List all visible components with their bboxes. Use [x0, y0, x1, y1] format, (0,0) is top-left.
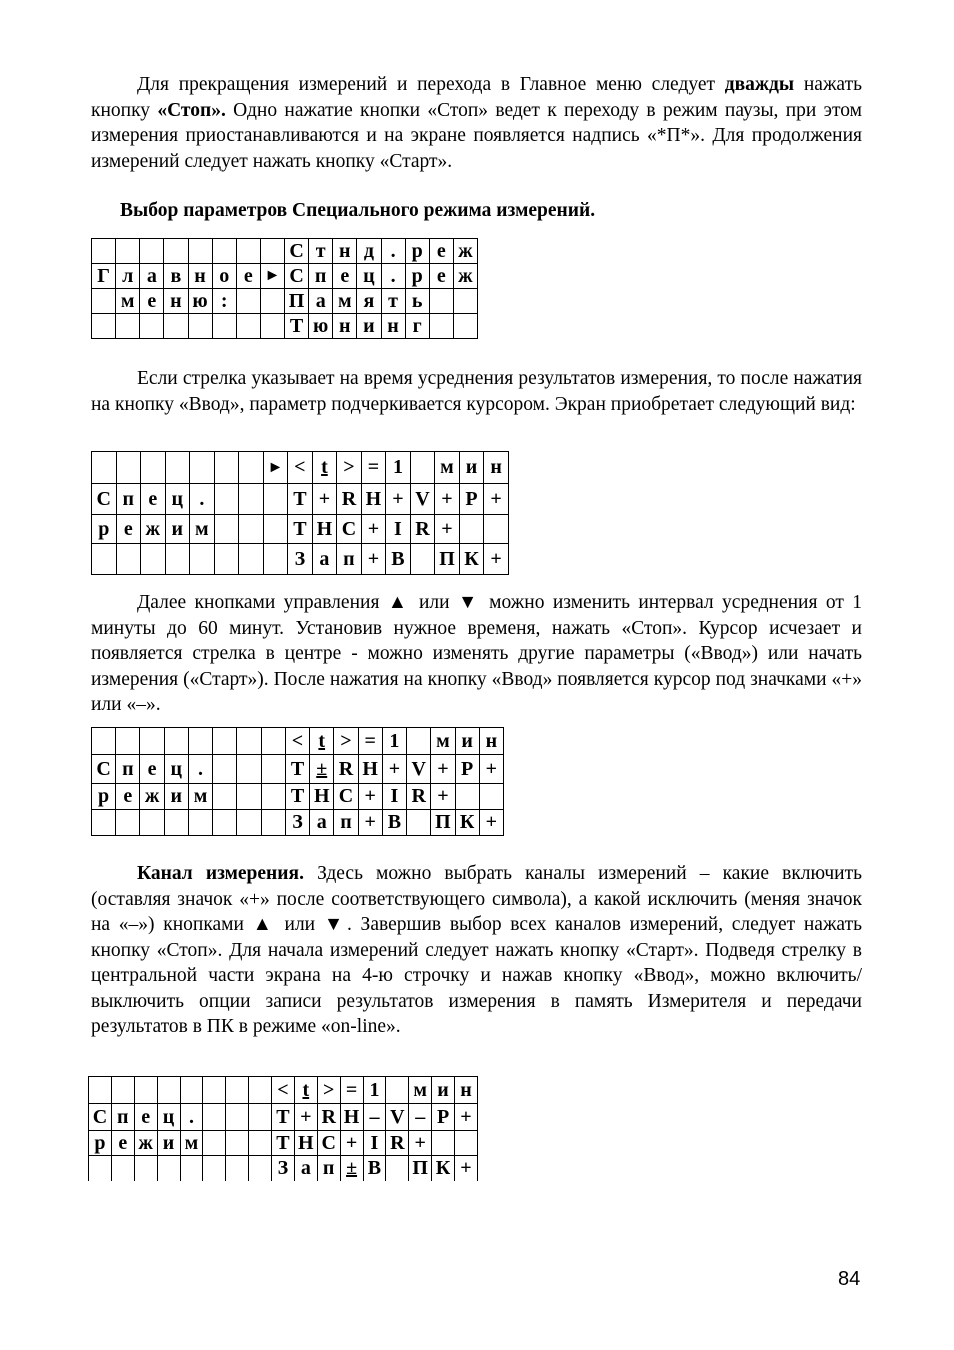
lcd-cell: I: [363, 1131, 386, 1156]
lcd-cell: [239, 484, 264, 515]
lcd-cell: К: [455, 810, 479, 836]
lcd-cell: [203, 1156, 226, 1181]
lcd-cell: н: [164, 289, 188, 314]
lcd-cell: [249, 1156, 272, 1181]
lcd-cell: [140, 728, 164, 755]
lcd-cell: <: [288, 452, 313, 484]
lcd-row: [92, 810, 504, 836]
lcd-cell: :: [212, 289, 236, 314]
lcd-cell: [212, 239, 236, 264]
lcd-cell: +: [484, 544, 509, 575]
lcd-cell: П: [435, 544, 460, 575]
lcd-cell: [213, 728, 237, 755]
lcd-cell: .: [190, 484, 215, 515]
lcd-cell: [203, 1131, 226, 1156]
lcd-cell: н: [484, 452, 509, 484]
lcd-cell: м: [431, 728, 455, 755]
lcd-cell: +: [382, 755, 406, 784]
lcd-cell: [249, 1104, 272, 1131]
paragraph-measurement-channel: Канал измерения. Здесь можно выбрать каналы измерений – какие включить (оставляя значок «+» после соответствующего символа), а какой исключить (меняя значок на «–») кнопками ▲ или ▼. Завершив выбор всех каналов измерений, следует нажать кнопку «Стоп». Для начала измерений следует нажать кнопку «Старт». Подведя стрелку в центральной части экрана на 4-ю строчку и нажав кнопку «Ввод», можно включить/выключить опции записи результатов измерения в память Измерителя и передачи результатов в ПК в режиме «on-line».: [91, 863, 863, 1037]
lcd-cell: З: [272, 1156, 295, 1181]
lcd-cell: >: [334, 728, 358, 755]
lcd-cell: С: [334, 784, 358, 810]
lcd-cell: [190, 544, 215, 575]
lcd-cell: П: [409, 1156, 432, 1181]
lcd-cell: =: [340, 1077, 363, 1104]
lcd-cell: [455, 784, 479, 810]
lcd-cell: [116, 810, 140, 836]
lcd-cell: =: [358, 728, 382, 755]
lcd-cell: I: [382, 784, 406, 810]
lcd-cell: [89, 1077, 112, 1104]
lcd-cell: а: [294, 1156, 317, 1181]
lcd-cell: +: [312, 484, 337, 515]
lcd-cell: и: [157, 1131, 180, 1156]
lcd-cell: +: [294, 1104, 317, 1131]
lcd-cell: [214, 484, 239, 515]
lcd-cell: ц: [357, 264, 381, 289]
lcd-cell: [180, 1156, 203, 1181]
lcd-cell: [386, 1156, 409, 1181]
lcd-row: [92, 452, 509, 484]
lcd-cell: и: [165, 515, 190, 544]
lcd-cell: +: [479, 810, 503, 836]
lcd-cell: [261, 755, 285, 784]
lcd-cell: +: [361, 515, 386, 544]
lcd-cell: т: [381, 289, 405, 314]
lcd-cell: [249, 1077, 272, 1104]
lcd-cell: [260, 239, 284, 264]
lcd-cell: р: [405, 264, 429, 289]
lcd-cell: [188, 728, 212, 755]
lcd-cell: [249, 1131, 272, 1156]
lcd-cell: [479, 784, 503, 810]
page-number: 84: [838, 1268, 861, 1290]
lcd-cell: [203, 1077, 226, 1104]
lcd-cell: V: [410, 484, 435, 515]
lcd-cell: ю: [188, 289, 212, 314]
lcd-cell: [410, 544, 435, 575]
lcd-cell: [214, 544, 239, 575]
lcd-cell: г: [405, 314, 429, 339]
lcd-cell: [429, 289, 453, 314]
lcd-cell: [134, 1077, 157, 1104]
lcd-cell: н: [479, 728, 503, 755]
lcd-cell: З: [288, 544, 313, 575]
lcd-cell: ж: [140, 784, 164, 810]
lcd-cell: П: [285, 289, 309, 314]
lcd-row: [92, 289, 478, 314]
lcd-screen-channel-selection: [88, 1076, 478, 1181]
lcd-cell: л: [116, 264, 140, 289]
lcd-cell: [111, 1077, 134, 1104]
lcd-row: [92, 484, 509, 515]
lcd-cell: [116, 728, 140, 755]
lcd-cell: R: [386, 1131, 409, 1156]
lcd-cell: [214, 452, 239, 484]
lcd-cell: н: [455, 1077, 478, 1104]
lcd-cell: е: [134, 1104, 157, 1131]
lcd-cell: е: [236, 264, 260, 289]
lcd-cell: [116, 239, 140, 264]
lcd-cell: С: [317, 1131, 340, 1156]
lcd-cell: +: [455, 1104, 478, 1131]
lcd-cell: Т: [288, 515, 313, 544]
lcd-cell: м: [435, 452, 460, 484]
lcd-cell: .: [188, 755, 212, 784]
lcd-cell: 1: [382, 728, 406, 755]
lcd-cell: м: [333, 289, 357, 314]
lcd-cell: Т: [285, 755, 309, 784]
lcd-cell: [407, 810, 431, 836]
lcd-screen-averaging-time: [91, 451, 509, 575]
lcd-cell: Г: [92, 264, 116, 289]
lcd-cell: .: [381, 264, 405, 289]
lcd-cell: [92, 452, 117, 484]
lcd-row: [92, 314, 478, 339]
lcd-cell: и: [432, 1077, 455, 1104]
lcd-cell: З: [285, 810, 309, 836]
lcd-cell: [165, 544, 190, 575]
lcd-cell: [263, 515, 288, 544]
lcd-cell: Н: [312, 515, 337, 544]
lcd-cell: е: [140, 755, 164, 784]
lcd-cell: р: [89, 1131, 112, 1156]
lcd-cell: P: [455, 755, 479, 784]
lcd-screen-channel-cursor: [91, 727, 504, 836]
lcd-cell: [164, 728, 188, 755]
lcd-cell: п: [116, 755, 140, 784]
lcd-cell: м: [409, 1077, 432, 1104]
lcd-cell: [188, 810, 212, 836]
lcd-cell: [484, 515, 509, 544]
lcd-cell: е: [116, 515, 141, 544]
lcd-cell: [134, 1156, 157, 1181]
lcd-cell: 1: [386, 452, 411, 484]
lcd-cell: в: [164, 264, 188, 289]
lcd-row: [92, 728, 504, 755]
lcd-cell: [164, 810, 188, 836]
lcd-cell: Т: [285, 314, 309, 339]
lcd-cell: м: [188, 784, 212, 810]
lcd-cell: [92, 728, 116, 755]
lcd-cell: С: [285, 239, 309, 264]
lcd-cell: В: [386, 544, 411, 575]
lcd-cell: [410, 452, 435, 484]
lcd-cell: я: [357, 289, 381, 314]
lcd-cell: t: [310, 728, 334, 755]
paragraph-cursor-underline: Если стрелка указывает на время усреднения результатов измерения, то после нажатия на кнопку «Ввод», параметр подчеркивается курсором. Экран приобретает следующий вид:: [91, 368, 862, 415]
lcd-cell: +: [455, 1156, 478, 1181]
lcd-cell: H: [361, 484, 386, 515]
lcd-cell: а: [140, 264, 164, 289]
lcd-cell: [260, 314, 284, 339]
lcd-cell: о: [212, 264, 236, 289]
lcd-cell: [92, 544, 117, 575]
lcd-cell: т: [309, 239, 333, 264]
lcd-cell: ж: [453, 264, 477, 289]
lcd-cell: [429, 314, 453, 339]
lcd-cell: [226, 1131, 249, 1156]
lcd-cell: е: [116, 784, 140, 810]
lcd-cell: и: [455, 728, 479, 755]
lcd-row: [89, 1104, 478, 1131]
lcd-cell: [407, 728, 431, 755]
lcd-cell: <: [272, 1077, 295, 1104]
lcd-cell: [111, 1156, 134, 1181]
lcd-cell: ±: [340, 1156, 363, 1181]
lcd-cell: [226, 1104, 249, 1131]
lcd-cell: [263, 484, 288, 515]
lcd-cell: [237, 755, 261, 784]
lcd-cell: R: [317, 1104, 340, 1131]
lcd-cell: [164, 239, 188, 264]
lcd-cell: ю: [309, 314, 333, 339]
lcd-cell: и: [164, 784, 188, 810]
lcd-cell: R: [337, 484, 362, 515]
lcd-cell: К: [432, 1156, 455, 1181]
lcd-cell: +: [386, 484, 411, 515]
lcd-row: [92, 239, 478, 264]
lcd-cell: H: [340, 1104, 363, 1131]
lcd-cell: С: [337, 515, 362, 544]
lcd-cell: ц: [164, 755, 188, 784]
lcd-cell: [141, 544, 166, 575]
lcd-cell: П: [431, 810, 455, 836]
lcd-cell: Т: [272, 1104, 295, 1131]
lcd-row: [92, 264, 478, 289]
lcd-cell: [188, 314, 212, 339]
lcd-cell: [140, 239, 164, 264]
lcd-cell: P: [432, 1104, 455, 1131]
lcd-cell: а: [310, 810, 334, 836]
lcd-cell: [140, 810, 164, 836]
paragraph-interval-change: Далее кнопками управления ▲ или ▼ можно изменить интервал усреднения от 1 минуты до 60 минут. Установив нужное временя, нажать «Стоп». Курсор исчезает и появляется стрелка в центре - можно изменять другие параметры («Ввод») или начать измерения («Старт»). После нажатия на кнопку «Ввод» появляется курсор под значками «+» или «–».: [91, 592, 862, 715]
lcd-cell: +: [479, 755, 503, 784]
lcd-cell: п: [116, 484, 141, 515]
lcd-cell: [116, 314, 140, 339]
lcd-cell: [239, 544, 264, 575]
lcd-cell: ±: [310, 755, 334, 784]
lcd-cell: [214, 515, 239, 544]
lcd-cell: е: [429, 264, 453, 289]
lcd-cell: [92, 810, 116, 836]
lcd-cell: [453, 314, 477, 339]
lcd-cell: [455, 1131, 478, 1156]
lcd-cell: е: [429, 239, 453, 264]
lcd-cell: [213, 755, 237, 784]
lcd-row: [92, 755, 504, 784]
lcd-cell: =: [361, 452, 386, 484]
lcd-cell: [386, 1077, 409, 1104]
lcd-cell: е: [111, 1131, 134, 1156]
lcd-cell: +: [340, 1131, 363, 1156]
lcd-cell: В: [382, 810, 406, 836]
lcd-cell: н: [333, 314, 357, 339]
lcd-cell: [453, 289, 477, 314]
lcd-cell: С: [89, 1104, 112, 1131]
lcd-cell: р: [405, 239, 429, 264]
lcd-cell: >: [337, 452, 362, 484]
lcd-row: [89, 1131, 478, 1156]
lcd-cell: е: [141, 484, 166, 515]
lcd-cell: ►: [263, 452, 288, 484]
lcd-cell: е: [333, 264, 357, 289]
lcd-cell: [140, 314, 164, 339]
lcd-row: [89, 1156, 478, 1181]
lcd-cell: [116, 544, 141, 575]
lcd-screen-main-menu: [91, 238, 478, 339]
lcd-cell: м: [180, 1131, 203, 1156]
lcd-cell: н: [188, 264, 212, 289]
lcd-cell: R: [407, 784, 431, 810]
lcd-cell: [157, 1156, 180, 1181]
lcd-cell: р: [92, 515, 117, 544]
lcd-cell: п: [317, 1156, 340, 1181]
lcd-cell: [261, 810, 285, 836]
lcd-cell: –: [409, 1104, 432, 1131]
lcd-cell: ц: [165, 484, 190, 515]
lcd-cell: п: [111, 1104, 134, 1131]
lcd-cell: +: [361, 544, 386, 575]
lcd-cell: +: [358, 784, 382, 810]
lcd-cell: .: [180, 1104, 203, 1131]
lcd-cell: е: [140, 289, 164, 314]
lcd-cell: V: [407, 755, 431, 784]
lcd-row: [92, 544, 509, 575]
lcd-cell: t: [312, 452, 337, 484]
lcd-cell: I: [386, 515, 411, 544]
lcd-cell: [239, 515, 264, 544]
lcd-cell: [116, 452, 141, 484]
lcd-cell: р: [92, 784, 116, 810]
lcd-cell: t: [294, 1077, 317, 1104]
lcd-cell: H: [358, 755, 382, 784]
lcd-cell: [213, 784, 237, 810]
lcd-cell: [164, 314, 188, 339]
lcd-cell: [212, 314, 236, 339]
lcd-cell: Н: [310, 784, 334, 810]
lcd-cell: +: [435, 484, 460, 515]
lcd-cell: [261, 728, 285, 755]
lcd-cell: а: [312, 544, 337, 575]
lcd-cell: С: [92, 755, 116, 784]
lcd-cell: [239, 452, 264, 484]
lcd-cell: К: [459, 544, 484, 575]
lcd-cell: Т: [272, 1131, 295, 1156]
lcd-cell: [213, 810, 237, 836]
lcd-cell: [141, 452, 166, 484]
lcd-cell: и: [357, 314, 381, 339]
lcd-row: [89, 1077, 478, 1104]
lcd-cell: а: [309, 289, 333, 314]
lcd-cell: д: [357, 239, 381, 264]
lcd-cell: [459, 515, 484, 544]
lcd-cell: [260, 289, 284, 314]
lcd-cell: [92, 314, 116, 339]
lcd-cell: н: [381, 314, 405, 339]
lcd-cell: м: [190, 515, 215, 544]
lcd-cell: Т: [288, 484, 313, 515]
lcd-cell: [237, 810, 261, 836]
lcd-cell: м: [116, 289, 140, 314]
lcd-cell: +: [431, 755, 455, 784]
lcd-cell: [165, 452, 190, 484]
lcd-cell: [237, 728, 261, 755]
lcd-cell: 1: [363, 1077, 386, 1104]
lcd-cell: и: [459, 452, 484, 484]
lcd-cell: [237, 784, 261, 810]
lcd-cell: [226, 1156, 249, 1181]
lcd-cell: R: [410, 515, 435, 544]
lcd-cell: С: [92, 484, 117, 515]
lcd-cell: [89, 1156, 112, 1181]
lcd-cell: –: [363, 1104, 386, 1131]
lcd-cell: ь: [405, 289, 429, 314]
lcd-cell: [157, 1077, 180, 1104]
lcd-cell: [432, 1131, 455, 1156]
lcd-cell: [236, 289, 260, 314]
lcd-cell: P: [459, 484, 484, 515]
lcd-cell: >: [317, 1077, 340, 1104]
lcd-cell: ж: [141, 515, 166, 544]
lcd-cell: +: [358, 810, 382, 836]
lcd-cell: [226, 1077, 249, 1104]
lcd-cell: [92, 239, 116, 264]
lcd-cell: +: [435, 515, 460, 544]
lcd-cell: [203, 1104, 226, 1131]
lcd-cell: [92, 289, 116, 314]
lcd-cell: [236, 239, 260, 264]
lcd-cell: п: [334, 810, 358, 836]
lcd-cell: ж: [134, 1131, 157, 1156]
lcd-cell: [263, 544, 288, 575]
lcd-cell: С: [285, 264, 309, 289]
lcd-cell: ц: [157, 1104, 180, 1131]
lcd-cell: [188, 239, 212, 264]
lcd-cell: Т: [285, 784, 309, 810]
lcd-cell: н: [333, 239, 357, 264]
lcd-cell: R: [334, 755, 358, 784]
lcd-cell: ж: [453, 239, 477, 264]
lcd-cell: Н: [294, 1131, 317, 1156]
lcd-cell: +: [484, 484, 509, 515]
section-heading: Выбор параметров Специального режима измерений.: [120, 200, 596, 221]
lcd-cell: п: [309, 264, 333, 289]
lcd-cell: [261, 784, 285, 810]
lcd-cell: +: [431, 784, 455, 810]
lcd-cell: .: [381, 239, 405, 264]
lcd-cell: <: [285, 728, 309, 755]
lcd-cell: ►: [260, 264, 284, 289]
lcd-cell: п: [337, 544, 362, 575]
lcd-cell: [180, 1077, 203, 1104]
paragraph-stop-measurement: Для прекращения измерений и перехода в Главное меню следует дважды нажать кнопку «Стоп». Одно нажатие кнопки «Стоп» ведет к переходу в режим паузы, при этом измерения приостанавливаются и на экране появляется надпись «*П*». Для продолжения измерений следует нажать кнопку «Старт».: [91, 74, 863, 172]
lcd-cell: V: [386, 1104, 409, 1131]
lcd-cell: В: [363, 1156, 386, 1181]
lcd-row: [92, 515, 509, 544]
lcd-cell: [190, 452, 215, 484]
lcd-row: [92, 784, 504, 810]
lcd-cell: [236, 314, 260, 339]
lcd-cell: +: [409, 1131, 432, 1156]
